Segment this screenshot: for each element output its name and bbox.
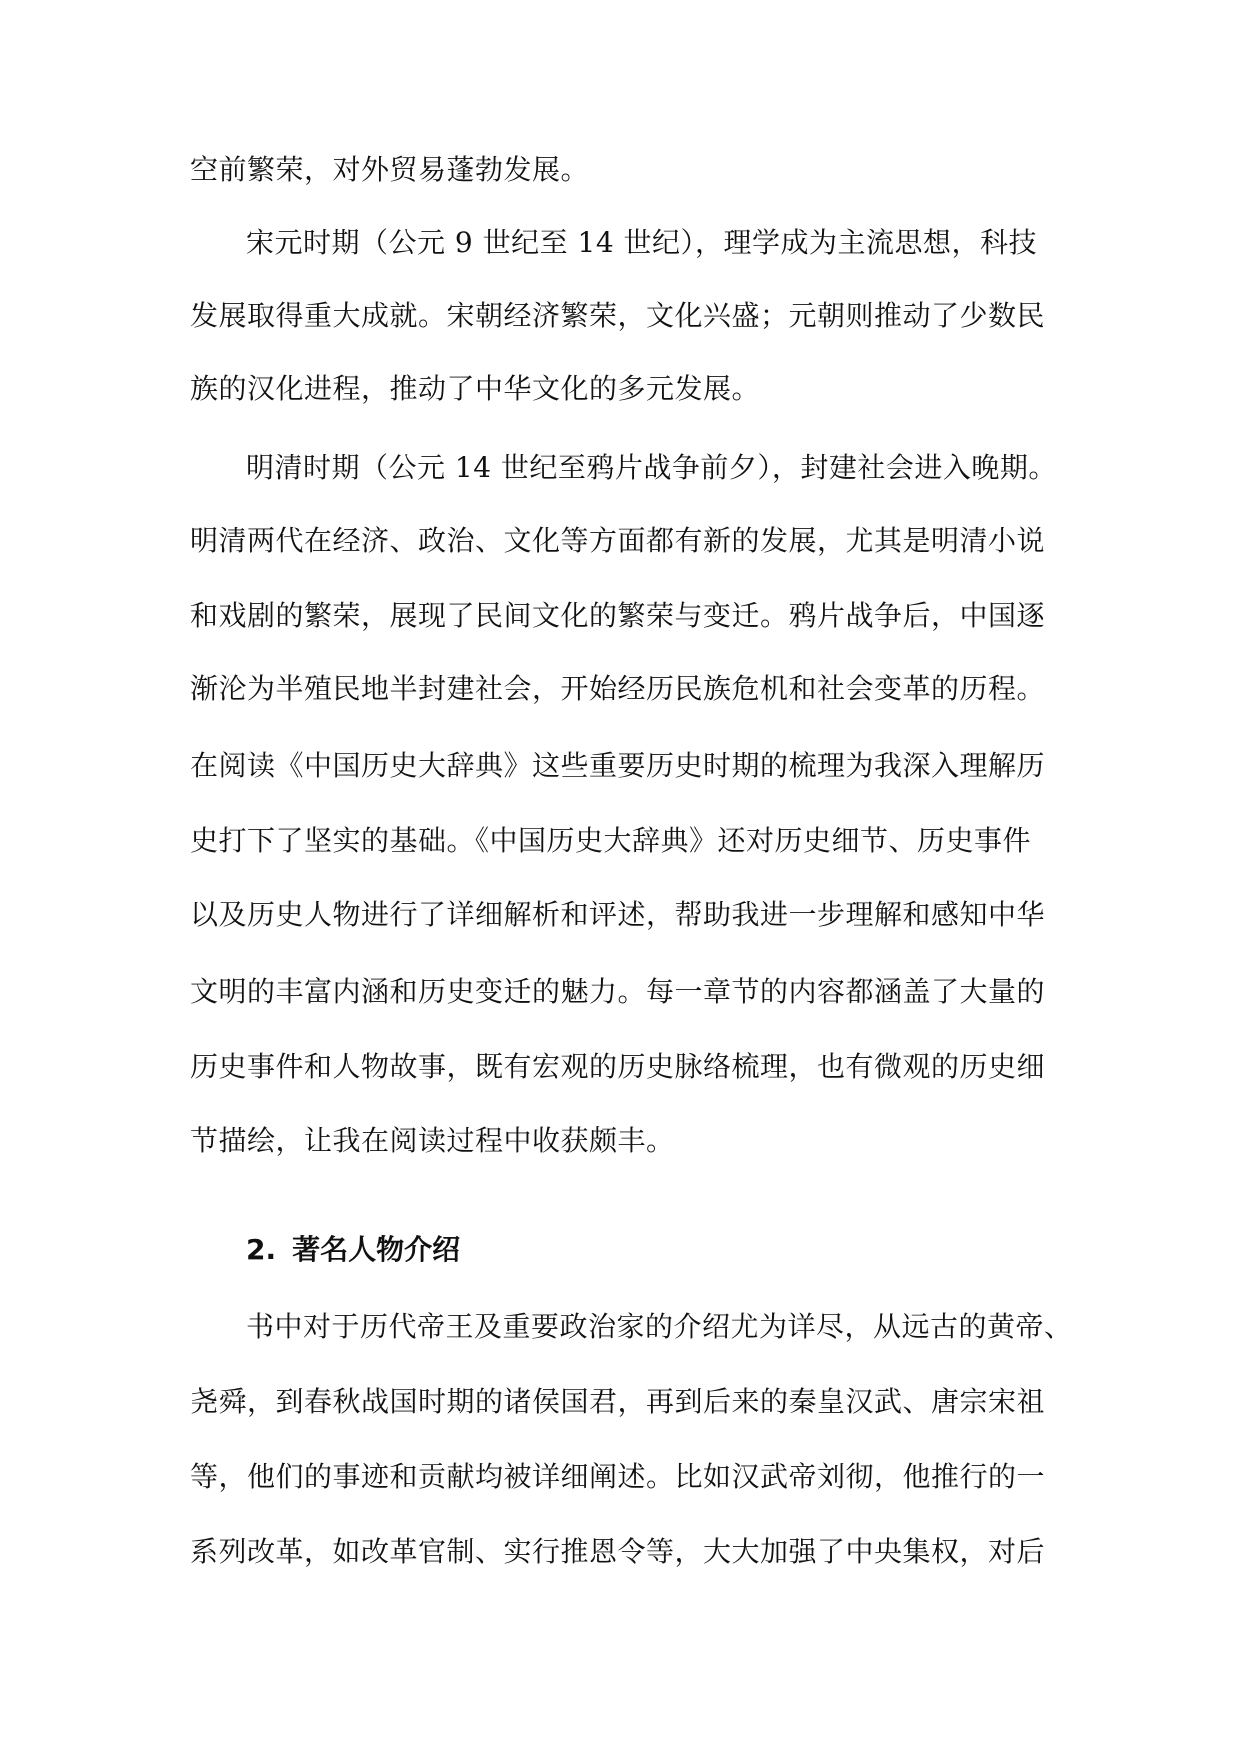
paragraph-line: 明清时期（公元 14 世纪至鸦片战争前夕），封建社会进入晚期。 bbox=[246, 451, 1057, 484]
paragraph-line: 和戏剧的繁荣，展现了民间文化的繁荣与变迁。鸦片战争后，中国逐 bbox=[190, 599, 1046, 632]
paragraph-line: 节描绘，让我在阅读过程中收获颇丰。 bbox=[190, 1124, 675, 1157]
paragraph-line: 史打下了坚实的基础。《中国历史大辞典》还对历史细节、历史事件 bbox=[190, 824, 1032, 857]
paragraph-line: 宋元时期（公元 9 世纪至 14 世纪），理学成为主流思想，科技 bbox=[246, 226, 1038, 259]
paragraph-line: 书中对于历代帝王及重要政治家的介绍尤为详尽，从远古的黄帝、 bbox=[246, 1310, 1073, 1343]
paragraph-line: 发展取得重大成就。宋朝经济繁荣，文化兴盛；元朝则推动了少数民 bbox=[190, 299, 1046, 332]
paragraph-line: 系列改革，如改革官制、实行推恩令等，大大加强了中央集权，对后 bbox=[190, 1535, 1046, 1568]
paragraph-line: 文明的丰富内涵和历史变迁的魅力。每一章节的内容都涵盖了大量的 bbox=[190, 975, 1046, 1008]
section-number: 2. bbox=[246, 1233, 277, 1266]
paragraph-line: 尧舜，到春秋战国时期的诸侯国君，再到后来的秦皇汉武、唐宗宋祖 bbox=[190, 1385, 1046, 1418]
paragraph-line: 等，他们的事迹和贡献均被详细阐述。比如汉武帝刘彻，他推行的一 bbox=[190, 1460, 1046, 1493]
paragraph-line: 历史事件和人物故事，既有宏观的历史脉络梳理，也有微观的历史细 bbox=[190, 1050, 1046, 1083]
paragraph-line: 明清两代在经济、政治、文化等方面都有新的发展，尤其是明清小说 bbox=[190, 524, 1046, 557]
paragraph-line: 以及历史人物进行了详细解析和评述，帮助我进一步理解和感知中华 bbox=[190, 898, 1046, 931]
paragraph-line: 空前繁荣，对外贸易蓬勃发展。 bbox=[190, 153, 590, 186]
section-title: 著名人物介绍 bbox=[292, 1233, 461, 1266]
paragraph-line: 族的汉化进程，推动了中华文化的多元发展。 bbox=[190, 372, 761, 405]
section-heading bbox=[246, 1230, 460, 1270]
paragraph-line: 在阅读《中国历史大辞典》这些重要历史时期的梳理为我深入理解历 bbox=[190, 749, 1046, 782]
paragraph-line: 渐沦为半殖民地半封建社会，开始经历民族危机和社会变革的历程。 bbox=[190, 672, 1046, 705]
